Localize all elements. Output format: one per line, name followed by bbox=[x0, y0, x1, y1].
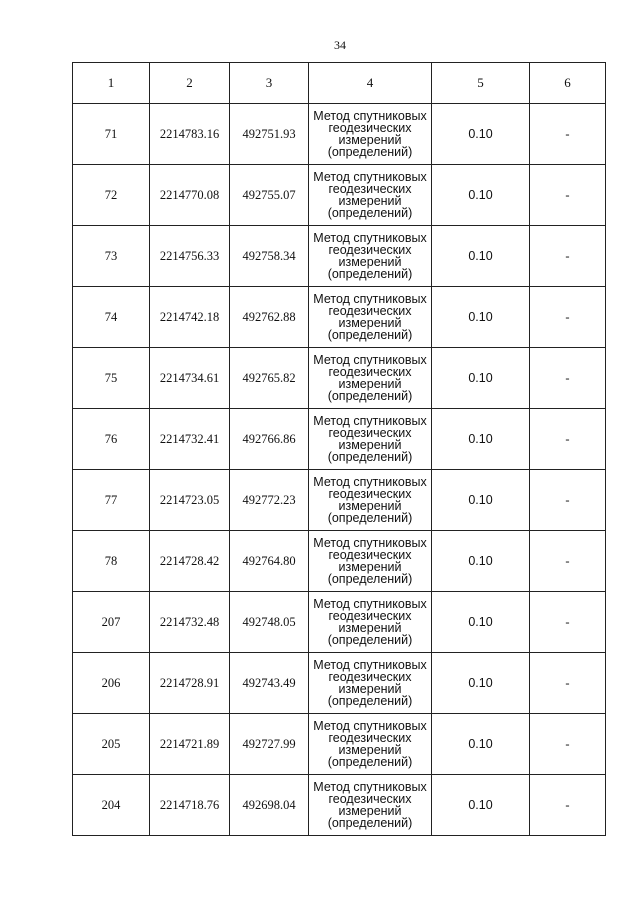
point-number-cell: 207 bbox=[73, 592, 150, 653]
note-cell: - bbox=[530, 287, 606, 348]
method-line: геодезических bbox=[328, 792, 412, 806]
method-cell bbox=[309, 348, 432, 409]
x-coordinate-cell: 2214721.89 bbox=[150, 714, 230, 775]
point-number-cell: 76 bbox=[73, 409, 150, 470]
y-coordinate-cell: 492765.82 bbox=[230, 348, 309, 409]
method-line: геодезических bbox=[328, 426, 412, 440]
method-cell bbox=[309, 714, 432, 775]
table-row bbox=[73, 714, 606, 775]
x-coordinate-cell: 2214732.48 bbox=[150, 592, 230, 653]
method-cell bbox=[309, 653, 432, 714]
point-number-cell: 205 bbox=[73, 714, 150, 775]
note-cell: - bbox=[530, 531, 606, 592]
accuracy-cell: 0.10 bbox=[432, 653, 530, 714]
note-cell: - bbox=[530, 653, 606, 714]
method-cell bbox=[309, 287, 432, 348]
y-coordinate-cell: 492762.88 bbox=[230, 287, 309, 348]
note-cell: - bbox=[530, 470, 606, 531]
x-coordinate-cell: 2214734.61 bbox=[150, 348, 230, 409]
method-line: (определений) bbox=[327, 267, 413, 281]
table-row bbox=[73, 348, 606, 409]
y-coordinate-cell: 492772.23 bbox=[230, 470, 309, 531]
method-line: Метод спутниковых bbox=[313, 597, 427, 611]
point-number-cell: 72 bbox=[73, 165, 150, 226]
accuracy-cell: 0.10 bbox=[432, 592, 530, 653]
accuracy-cell: 0.10 bbox=[432, 165, 530, 226]
table-header-row bbox=[73, 63, 606, 104]
x-coordinate-cell: 2214732.41 bbox=[150, 409, 230, 470]
method-cell bbox=[309, 775, 432, 836]
y-coordinate-cell: 492748.05 bbox=[230, 592, 309, 653]
method-cell bbox=[309, 409, 432, 470]
method-line: (определений) bbox=[327, 572, 413, 586]
method-line: геодезических bbox=[328, 548, 412, 562]
y-coordinate-cell: 492755.07 bbox=[230, 165, 309, 226]
x-coordinate-cell: 2214718.76 bbox=[150, 775, 230, 836]
column-header: 1 bbox=[73, 63, 150, 104]
method-line: геодезических bbox=[328, 487, 412, 501]
column-header: 4 bbox=[309, 63, 432, 104]
column-header: 5 bbox=[432, 63, 530, 104]
method-line: (определений) bbox=[327, 511, 413, 525]
method-cell bbox=[309, 165, 432, 226]
y-coordinate-cell: 492751.93 bbox=[230, 104, 309, 165]
method-line: (определений) bbox=[327, 328, 413, 342]
note-cell: - bbox=[530, 348, 606, 409]
table-row bbox=[73, 409, 606, 470]
accuracy-cell: 0.10 bbox=[432, 409, 530, 470]
method-line: геодезических bbox=[328, 670, 412, 684]
method-line: Метод спутниковых bbox=[313, 536, 427, 550]
accuracy-cell: 0.10 bbox=[432, 470, 530, 531]
point-number-cell: 71 bbox=[73, 104, 150, 165]
method-line: геодезических bbox=[328, 121, 412, 135]
note-cell: - bbox=[530, 409, 606, 470]
method-line: Метод спутниковых bbox=[313, 658, 427, 672]
method-line: измерений bbox=[338, 133, 402, 147]
y-coordinate-cell: 492766.86 bbox=[230, 409, 309, 470]
method-line: (определений) bbox=[327, 816, 413, 830]
table-row bbox=[73, 531, 606, 592]
method-line: Метод спутниковых bbox=[313, 719, 427, 733]
point-number-cell: 78 bbox=[73, 531, 150, 592]
accuracy-cell: 0.10 bbox=[432, 226, 530, 287]
table-row bbox=[73, 287, 606, 348]
table-row bbox=[73, 775, 606, 836]
accuracy-cell: 0.10 bbox=[432, 104, 530, 165]
method-line: (определений) bbox=[327, 633, 413, 647]
x-coordinate-cell: 2214770.08 bbox=[150, 165, 230, 226]
method-line: измерений bbox=[338, 377, 402, 391]
y-coordinate-cell: 492764.80 bbox=[230, 531, 309, 592]
point-number-cell: 73 bbox=[73, 226, 150, 287]
x-coordinate-cell: 2214728.91 bbox=[150, 653, 230, 714]
method-line: измерений bbox=[338, 255, 402, 269]
method-line: измерений bbox=[338, 194, 402, 208]
page-number: 34 bbox=[334, 38, 346, 52]
x-coordinate-cell: 2214742.18 bbox=[150, 287, 230, 348]
method-line: Метод спутниковых bbox=[313, 780, 427, 794]
method-line: измерений bbox=[338, 804, 402, 818]
accuracy-cell: 0.10 bbox=[432, 714, 530, 775]
point-number-cell: 206 bbox=[73, 653, 150, 714]
coordinates-table bbox=[72, 62, 606, 836]
method-line: Метод спутниковых bbox=[313, 353, 427, 367]
table-row bbox=[73, 226, 606, 287]
method-line: Метод спутниковых bbox=[313, 475, 427, 489]
method-line: (определений) bbox=[327, 450, 413, 464]
x-coordinate-cell: 2214783.16 bbox=[150, 104, 230, 165]
table-row bbox=[73, 470, 606, 531]
method-line: Метод спутниковых bbox=[313, 231, 427, 245]
method-line: (определений) bbox=[327, 755, 413, 769]
method-cell bbox=[309, 592, 432, 653]
method-line: Метод спутниковых bbox=[313, 292, 427, 306]
x-coordinate-cell: 2214756.33 bbox=[150, 226, 230, 287]
table-row bbox=[73, 592, 606, 653]
method-line: Метод спутниковых bbox=[313, 109, 427, 123]
y-coordinate-cell: 492698.04 bbox=[230, 775, 309, 836]
accuracy-cell: 0.10 bbox=[432, 348, 530, 409]
column-header: 3 bbox=[230, 63, 309, 104]
method-line: измерений bbox=[338, 743, 402, 757]
x-coordinate-cell: 2214728.42 bbox=[150, 531, 230, 592]
method-line: измерений bbox=[338, 499, 402, 513]
method-line: геодезических bbox=[328, 731, 412, 745]
method-line: измерений bbox=[338, 621, 402, 635]
table-body bbox=[73, 104, 606, 836]
table-row bbox=[73, 104, 606, 165]
method-line: геодезических bbox=[328, 365, 412, 379]
table-row bbox=[73, 653, 606, 714]
accuracy-cell: 0.10 bbox=[432, 287, 530, 348]
method-cell bbox=[309, 104, 432, 165]
method-line: (определений) bbox=[327, 206, 413, 220]
table-row bbox=[73, 165, 606, 226]
note-cell: - bbox=[530, 775, 606, 836]
point-number-cell: 77 bbox=[73, 470, 150, 531]
method-line: геодезических bbox=[328, 182, 412, 196]
method-line: измерений bbox=[338, 438, 402, 452]
point-number-cell: 74 bbox=[73, 287, 150, 348]
method-line: Метод спутниковых bbox=[313, 170, 427, 184]
point-number-cell: 204 bbox=[73, 775, 150, 836]
y-coordinate-cell: 492727.99 bbox=[230, 714, 309, 775]
method-line: (определений) bbox=[327, 389, 413, 403]
accuracy-cell: 0.10 bbox=[432, 531, 530, 592]
note-cell: - bbox=[530, 104, 606, 165]
point-number-cell: 75 bbox=[73, 348, 150, 409]
column-header: 2 bbox=[150, 63, 230, 104]
note-cell: - bbox=[530, 714, 606, 775]
y-coordinate-cell: 492758.34 bbox=[230, 226, 309, 287]
x-coordinate-cell: 2214723.05 bbox=[150, 470, 230, 531]
column-header: 6 bbox=[530, 63, 606, 104]
method-line: Метод спутниковых bbox=[313, 414, 427, 428]
method-line: (определений) bbox=[327, 145, 413, 159]
method-cell bbox=[309, 531, 432, 592]
note-cell: - bbox=[530, 226, 606, 287]
method-line: (определений) bbox=[327, 694, 413, 708]
method-line: измерений bbox=[338, 560, 402, 574]
method-line: геодезических bbox=[328, 243, 412, 257]
note-cell: - bbox=[530, 592, 606, 653]
note-cell: - bbox=[530, 165, 606, 226]
method-line: измерений bbox=[338, 316, 402, 330]
method-cell bbox=[309, 226, 432, 287]
accuracy-cell: 0.10 bbox=[432, 775, 530, 836]
method-line: измерений bbox=[338, 682, 402, 696]
method-cell bbox=[309, 470, 432, 531]
method-line: геодезических bbox=[328, 304, 412, 318]
y-coordinate-cell: 492743.49 bbox=[230, 653, 309, 714]
method-line: геодезических bbox=[328, 609, 412, 623]
